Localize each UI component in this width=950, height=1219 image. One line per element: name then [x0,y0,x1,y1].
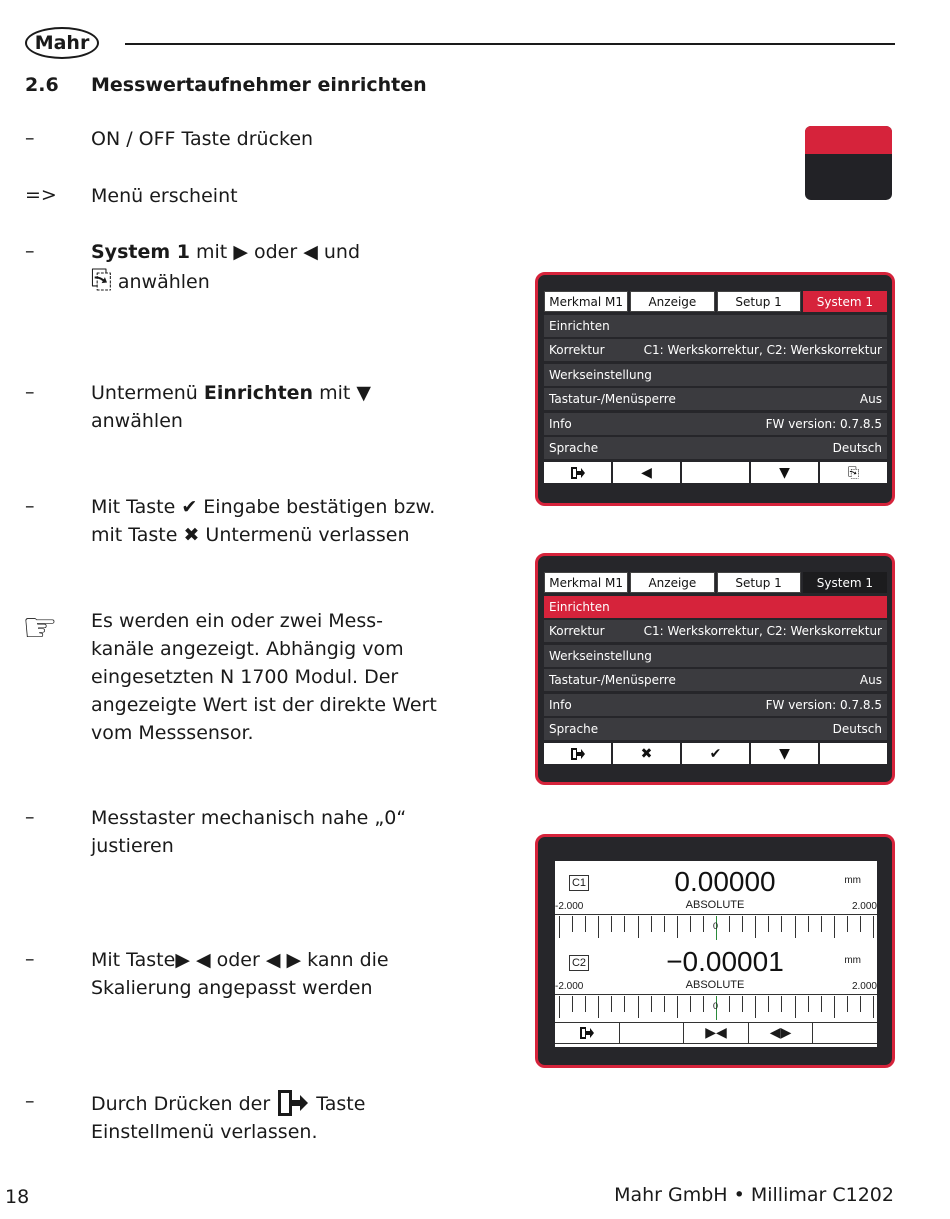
scale-tick [821,916,822,932]
scale-tick [559,916,560,938]
check-icon: ✔ [181,496,198,518]
scale-tick [860,916,861,932]
scale-tick [585,996,586,1012]
scale-tick [624,916,625,932]
scale-tick [651,996,652,1012]
scale-tick [611,916,612,932]
scale-tick [559,996,560,1018]
menu-row-sprache[interactable]: Sprache Deutsch [544,718,887,740]
step-marker: – [25,948,35,970]
measured-value-c2: −0.00001 [666,946,784,977]
scale-tick [598,996,599,1018]
menu-row-einrichten[interactable]: Einrichten [544,315,887,337]
menu-row-werkseinstellung[interactable]: Werkseinstellung [544,364,887,386]
scale-tick [585,916,586,932]
tab-setup[interactable]: Setup 1 [717,572,801,593]
scale-tick [690,996,691,1012]
scale-tick [755,916,756,938]
step-menu-appears: Menü erscheint [91,185,238,207]
scale-tick [677,996,678,1018]
mode-c1: ABSOLUTE [685,899,745,911]
scale-tick [755,996,756,1018]
step-marker: – [25,495,35,517]
range-max-c2: 2.000 [851,981,877,992]
scale-tick [847,996,848,1012]
down-arrow-icon: ▼ [356,382,372,404]
menu-row-info[interactable]: Info FW version: 0.7.8.5 [544,694,887,716]
scale-tick [572,916,573,932]
softkey-exit[interactable] [544,462,611,483]
scale-tick [729,996,730,1012]
softkey-down[interactable]: ▼ [751,462,818,483]
tab-setup[interactable]: Setup 1 [717,291,801,312]
softkey-confirm[interactable]: ✔ [682,743,749,764]
section-number: 2.6 [25,74,59,96]
mahr-logo [25,27,99,59]
menu-row-korrektur[interactable]: Korrektur C1: Werkskorrektur, C2: Werkskorrektur [544,620,887,642]
scale-tick [847,916,848,932]
pages-icon: ⎘ [91,265,112,295]
scale-tick [572,996,573,1012]
tab-merkmal[interactable]: Merkmal M1 [544,572,628,593]
scale-tick [808,996,809,1012]
scale-tick [729,916,730,932]
menu-row-tastatursperre[interactable]: Tastatur-/Menüsperre Aus [544,388,887,410]
range-max-c1: 2.000 [851,901,877,912]
scale-tick [638,916,639,938]
scale-tick [873,996,874,1018]
scale-tick [860,996,861,1012]
menu-row-korrektur[interactable]: Korrektur C1: Werkskorrektur, C2: Werkskorrektur [544,339,887,361]
softkey-zoom-out[interactable]: ◀▶ [749,1023,814,1043]
result-marker: => [25,184,57,206]
tab-anzeige[interactable]: Anzeige [630,291,714,312]
mode-c2: ABSOLUTE [685,979,745,991]
step-select-system: System 1 mit ▶ oder ◀ und ⎘ anwählen [91,241,361,295]
softkey-down[interactable]: ▼ [751,743,818,764]
scale-tick [651,916,652,932]
pointing-hand-icon: ☞ [22,605,58,651]
zero-label-c2: 0 [713,1001,719,1011]
scale-tick [703,996,704,1012]
scale-tick [873,916,874,938]
scale-tick [781,916,782,932]
scale-tick [834,996,835,1018]
step-confirm: Mit Taste ✔ Eingabe bestätigen bzw. mit Taste ✖ Untermenü verlassen [91,496,436,546]
scale-tick [598,916,599,938]
bold-system-1: System 1 [91,241,190,263]
scale-tick [808,916,809,932]
onoff-key-image [805,126,892,200]
range-min-c2: -2.000 [555,981,584,992]
menu-row-tastatursperre[interactable]: Tastatur-/Menüsperre Aus [544,669,887,691]
menu-row-info[interactable]: Info FW version: 0.7.8.5 [544,413,887,435]
device-menu-screen-2 [535,553,895,785]
exit-icon [570,747,586,761]
softkey-empty[interactable] [682,462,749,483]
tab-merkmal[interactable]: Merkmal M1 [544,291,628,312]
softkey-empty[interactable] [813,1023,877,1043]
tab-system[interactable]: System 1 [803,291,887,312]
channel-label-c2: C2 [569,955,589,971]
zero-label-c1: 0 [713,921,719,931]
device-measurement-screen [535,834,895,1068]
step-select-einrichten: Untermenü Einrichten mit ▼ anwählen [91,382,372,432]
menu-row-sprache[interactable]: Sprache Deutsch [544,437,887,459]
bold-einrichten: Einrichten [203,382,314,404]
step-scaling: Mit Taste▶ ◀ oder ◀ ▶ kann die Skalierung angepasst werden [91,949,389,999]
softkey-empty[interactable] [620,1023,685,1043]
softkey-zoom-in[interactable]: ▶◀ [684,1023,749,1043]
scale-tick [624,996,625,1012]
scale-tick [821,996,822,1012]
left-arrow-icon: ◀ [303,241,318,263]
step-adjust-probe: Messtaster mechanisch nahe „0“ justieren [91,807,407,857]
scale-tick [768,916,769,932]
section-title: Messwertaufnehmer einrichten [91,74,427,96]
softkey-pages[interactable]: ⎘ [820,462,887,483]
right-arrow-icon: ▶ [233,241,248,263]
tab-anzeige[interactable]: Anzeige [630,572,714,593]
step-marker: – [25,127,35,149]
step-marker: – [25,381,35,403]
scale-tick [742,996,743,1012]
menu-row-werkseinstellung[interactable]: Werkseinstellung [544,645,887,667]
scale-tick [834,916,835,938]
step-marker: – [25,1090,35,1112]
note-text: Es werden ein oder zwei Mess- kanäle angezeigt. Abhängig vom eingesetzten N 1700 Modul. Der angezeigte Wert ist der direkte Wert vom Messsensor. [91,610,437,744]
range-min-c1: -2.000 [555,901,584,912]
unit-c1: mm [844,875,861,886]
page-number: 18 [5,1186,30,1208]
softkey-exit[interactable] [555,1023,620,1043]
scale-tick [638,996,639,1018]
menu-row-einrichten-selected[interactable]: Einrichten [544,596,887,618]
scale-tick [795,996,796,1018]
zoom-in-arrows-icon: ▶ ◀ [175,949,211,971]
scale-tick [664,916,665,932]
device-menu-screen-1 [535,272,895,506]
tab-system[interactable]: System 1 [803,572,887,593]
exit-icon [579,1026,595,1040]
cross-icon: ✖ [183,524,200,546]
softkey-cancel[interactable]: ✖ [613,743,680,764]
step-onoff: ON / OFF Taste drücken [91,128,314,150]
scale-tick [611,996,612,1012]
channel-label-c1: C1 [569,875,589,891]
footer-text: Mahr GmbH • Millimar C1202 [614,1184,894,1206]
step-marker: – [25,806,35,828]
softkey-exit[interactable] [544,743,611,764]
scale-tick [703,916,704,932]
softkey-empty[interactable] [820,743,887,764]
zoom-out-arrows-icon: ◀ ▶ [265,949,302,971]
step-exit-menu: Durch Drücken der Taste Einstellmenü verlassen. [91,1088,491,1146]
scale-tick [781,996,782,1012]
exit-door-icon [276,1088,310,1118]
scale-tick [690,916,691,932]
logo-text: Mahr [34,32,90,54]
header-rule [125,43,895,45]
unit-c2: mm [844,955,861,966]
scale-tick [768,996,769,1012]
scale-tick [677,916,678,938]
softkey-left[interactable]: ◀ [613,462,680,483]
step-marker: – [25,240,35,262]
scale-tick [664,996,665,1012]
exit-icon [570,466,586,480]
scale-tick [795,916,796,938]
measured-value-c1: 0.00000 [674,866,776,897]
scale-tick [742,916,743,932]
